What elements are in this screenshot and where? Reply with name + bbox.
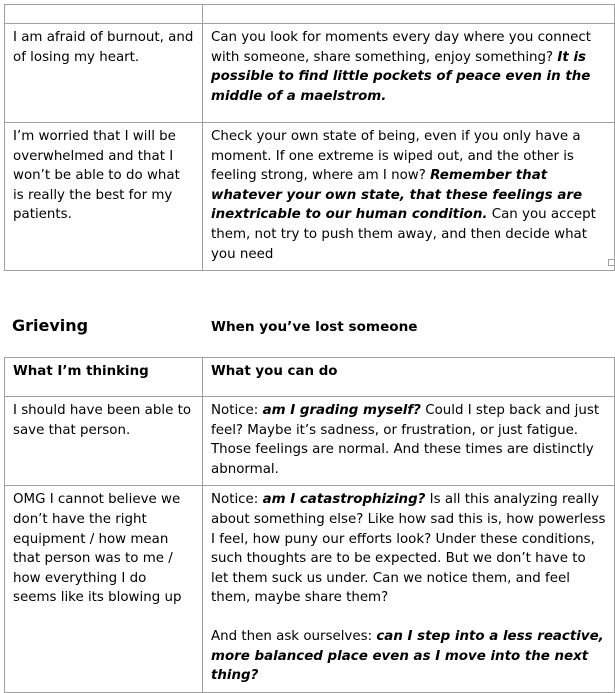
action-text-after: Could I step back and just feel? Maybe it’s sadness, or frustration, or just fatigue. Those feelings are normal. And these times are distinctly abnormal. [211, 403, 600, 477]
action-text-after: Is all this analyzing really about something else? Like how sad this is, how powerless I feel, how puny our efforts look? Under these conditions, such thoughts are to be expected. But we don’t have to let them suck us under. Can we notice them, and feel them, maybe share them? [211, 492, 606, 606]
action-cell [203, 123, 615, 271]
thinking-cell: I’m worried that I will be overwhelmed and that I won’t be able to do what is really the best for my patients. [5, 123, 203, 271]
paragraph-break [211, 608, 606, 627]
action-cell [203, 486, 615, 692]
table-row [5, 24, 615, 123]
column-header-thinking: What I’m thinking [5, 358, 203, 397]
action-emphasis: It is possible to find little pockets of peace even in the middle of a maelstrom. [211, 49, 591, 104]
table-row [5, 5, 615, 24]
action-cell [203, 24, 615, 123]
action-prefix: Notice: [211, 492, 263, 508]
action-cell [203, 397, 615, 486]
thinking-cell: I am afraid of burnout, and of losing my heart. [5, 24, 203, 123]
empty-cell [203, 5, 615, 24]
action-text: Check your own state of being, even if you only have a moment. If one extreme is wiped out, and the other is feeling strong, where am I now? [211, 129, 581, 184]
table-resize-handle[interactable] [608, 259, 615, 266]
action-emphasis: am I catastrophizing? [262, 492, 426, 508]
action-emphasis: Remember that whatever your own state, that these feelings are inextricable to our human condition. [211, 168, 583, 223]
empty-cell [5, 5, 203, 24]
section-subtitle: When you’ve lost someone [211, 319, 418, 335]
section-title: Grieving [12, 316, 89, 335]
action-text: Can you look for moments every day where you connect with someone, share something, enjoy something? [211, 30, 592, 65]
action-emphasis: can I step into a less reactive, more balanced place even as I move into the next thing? [211, 628, 604, 684]
table-row [5, 397, 615, 486]
action-emphasis: am I grading myself? [262, 403, 421, 418]
thinking-cell: I should have been able to save that person. [5, 397, 203, 486]
grieving-table [4, 357, 615, 693]
thinking-cell: OMG I cannot believe we don’t have the right equipment / how mean that person was to me / how everything I do seems like its blowing up [5, 486, 203, 692]
table-row [5, 123, 615, 271]
worries-table [4, 4, 615, 271]
action-prefix: Notice: [211, 403, 263, 418]
action-text-after: Can you accept them, not try to push them away, and then decide what you need [211, 207, 596, 262]
table-row [5, 486, 615, 692]
action-prefix: And then ask ourselves: [211, 628, 377, 644]
table-header-row [5, 358, 615, 397]
column-header-action: What you can do [203, 358, 615, 397]
